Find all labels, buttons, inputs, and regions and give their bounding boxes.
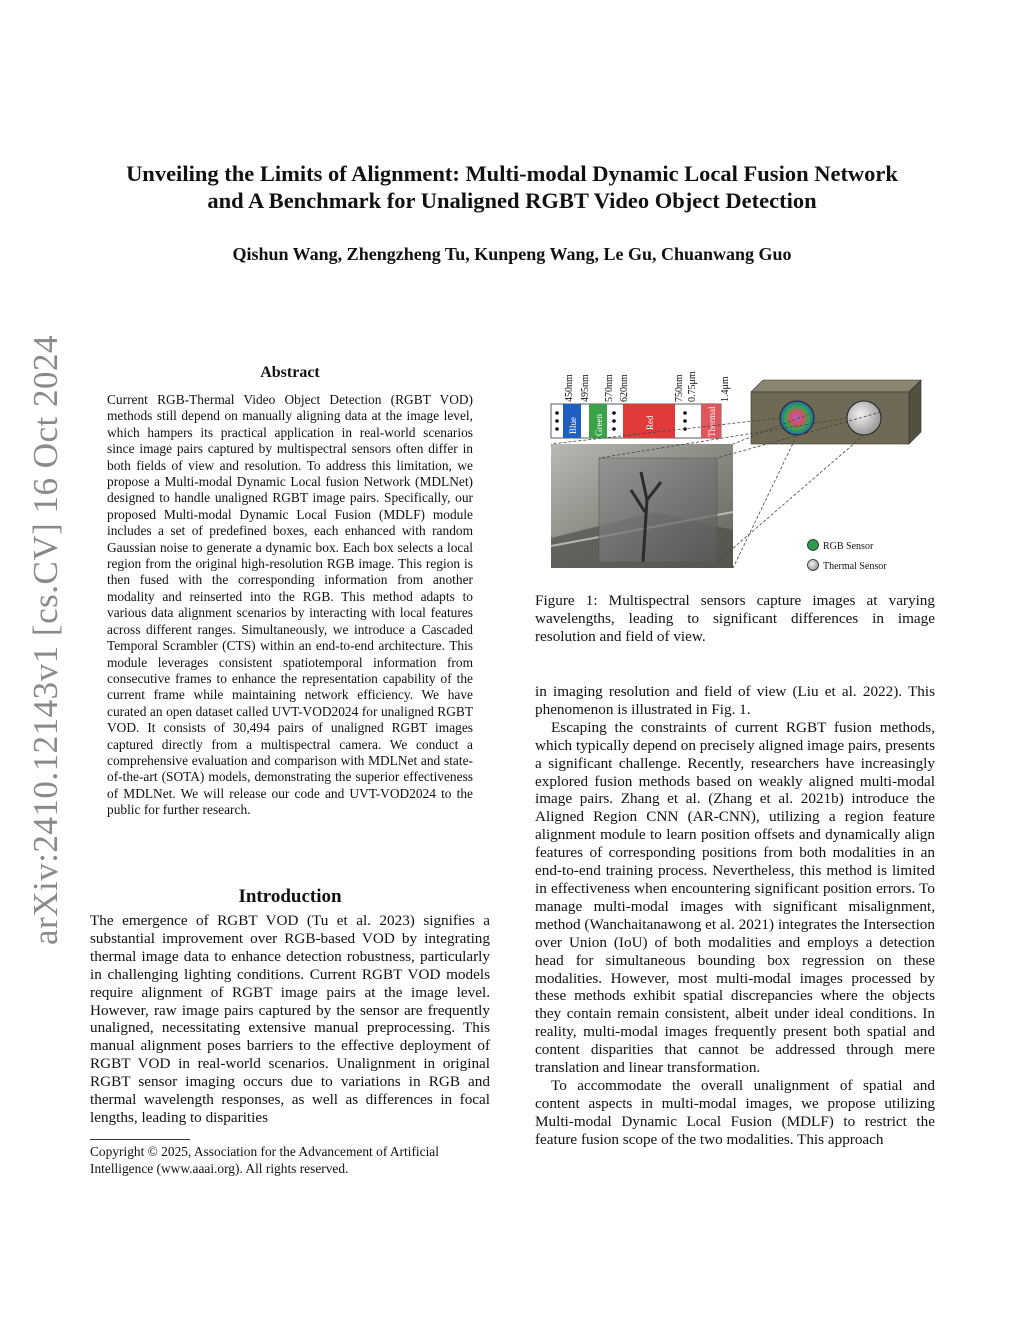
rgb-lens [780,401,814,435]
thermal-sensor-legend-icon [808,560,819,571]
band-label-green: Green [594,414,604,436]
multispectral-camera [751,380,921,444]
ellipsis-dots [683,411,687,431]
thermal-scene-image [599,458,717,562]
paper-title [60,160,964,214]
wavelength-label: 750nm [674,374,685,402]
wavelength-label: 0.75μm [687,371,698,402]
abstract-text: Current RGB-Thermal Video Object Detection (RGBT VOD) methods still depend on manually aligning data at the image level, which hampers its practical application in real-world scenarios since image pairs captured by multispectral sensors often differ in both fields of view and resolution. To address this limitation, we propose a Multi-modal Dynamic Local fusion Network (MDLNet) designed to handle unaligned RGBT image pairs. Specifically, our proposed Multi-modal Dynamic Local Fusion (MDLF) module includes a set of predefined boxes, each enhanced with random Gaussian noise to generate a dynamic box. Each box selects a local region from the original high-resolution RGB image. This region is then fused with the corresponding information from another modality and reinserted into the RGB. This method adapts to various data alignment scenarios by interacting with local features across different ranges. Simultaneously, we introduce a Cascaded Temporal Scrambler (CTS) within an end-to-end architecture. This module leverages consistent spatiotemporal information from consecutive frames to enhance the representation capability of the current frame while maintaining network efficiency. We have curated an open dataset called UVT-VOD2024 for unaligned RGBT VOD. It consists of 30,494 pairs of unaligned RGBT images captured directly from a multispectral camera. We conduct a comprehensive evaluation and comparison with MDLNet and state-of-the-art (SOTA) models, demonstrating the superior effectiveness of MDLNet. We will release our code and UVT-VOD2024 to the public for further research. [107,392,473,818]
title-line-1: Unveiling the Limits of Alignment: Multi-modal Dynamic Local Fusion Network [126,161,898,186]
ellipsis-dots [555,411,559,431]
arxiv-identifier: arXiv:2410.12143v1 [cs.CV] 16 Oct 2024 [26,334,65,945]
paragraph: Escaping the constraints of current RGBT fusion methods, which typically depend on precisely aligned image pairs, presents a significant challenge. Recently, researchers have increasingly explored fusion methods based on weakly aligned multi-modal image pairs. Zhang et al. (Zhang et al. 2021b) introduce the Aligned Region CNN (AR-CNN), utilizing a region feature alignment module to learn position offsets and dynamically align features of corresponding positions from both modalities in an end-to-end training process. Nevertheless, this method is limited in effectiveness when encountering significant position errors. To manage multi-modal images with significant misalignment, method (Wanchaitanawong et al. 2021) integrates the Intersection over Union (IoU) of both modalities and employs a detection head for simultaneous bounding box regression on these modalities. However, most multi-modal images processed by these methods exhibit spatial discrepancies where the objects they contain remain consistent, albeit under ideal conditions. In reality, multi-modal images frequently present both spatial and content disparities that cannot be addressed through mere translation and linear transformation. [535,718,935,1077]
figure-1-diagram [535,362,935,580]
introduction-text: The emergence of RGBT VOD (Tu et al. 2023) signifies a substantial improvement over RGB-based VOD by integrating thermal image data to enhance detection robustness, particularly in challenging lighting conditions. Current RGBT VOD models require alignment of RGBT image pairs at the image level. However, raw image pairs captured by the sensor are frequently unaligned, necessitating extensive manual preprocessing. This manual alignment poses barriers to the effective deployment of RGBT VOD in real-world scenarios. Unalignment in original RGBT sensor imaging occurs due to variations in RGB and thermal wavelength responses, as well as differences in focal lengths, leading to disparities [90,912,490,1126]
wavelength-label: 570nm [604,374,615,402]
wavelength-label: 1.4μm [720,376,731,402]
wavelength-label: 450nm [564,374,575,402]
paragraph: To accommodate the overall unalignment of spatial and content aspects in multi-modal images, we propose utilizing Multi-modal Dynamic Local Fusion (MDLF) to restrict the feature fusion scope of the two modalities. This approach [535,1076,935,1148]
figure-1-caption: Figure 1: Multispectral sensors capture images at varying wavelengths, leading to significant differences in image resolution and field of view. [535,592,935,645]
legend-thermal-sensor: Thermal Sensor [823,561,887,572]
band-label-thermal: Thermal [707,406,717,437]
legend [808,540,888,573]
footnote-divider [90,1139,190,1140]
scene-images [551,444,733,568]
title-line-2: and A Benchmark for Unaligned RGBT Video Object Detection [207,188,817,213]
figure-1 [535,362,935,580]
wavelength-label: 620nm [619,374,630,402]
ellipsis-dots [612,411,616,431]
right-column-text [535,683,935,1149]
rgb-sensor-legend-icon [808,540,819,551]
wavelength-label: 495nm [580,374,591,402]
copyright-footnote: Copyright © 2025, Association for the Advancement of Artificial Intelligence (www.aaai.org). All rights reserved. [90,1144,439,1176]
spectrum-strip [551,404,721,438]
abstract-heading: Abstract [260,364,320,381]
introduction-heading: Introduction [238,886,342,907]
paragraph: in imaging resolution and field of view (Liu et al. 2022). This phenomenon is illustrated in Fig. 1. [535,683,935,718]
authors: Qishun Wang, Zhengzheng Tu, Kunpeng Wang, Le Gu, Chuanwang Guo [232,244,792,264]
band-label-red: Red [645,415,655,430]
band-label-blue: Blue [568,417,578,434]
legend-rgb-sensor: RGB Sensor [823,541,874,552]
thermal-lens [847,401,881,435]
